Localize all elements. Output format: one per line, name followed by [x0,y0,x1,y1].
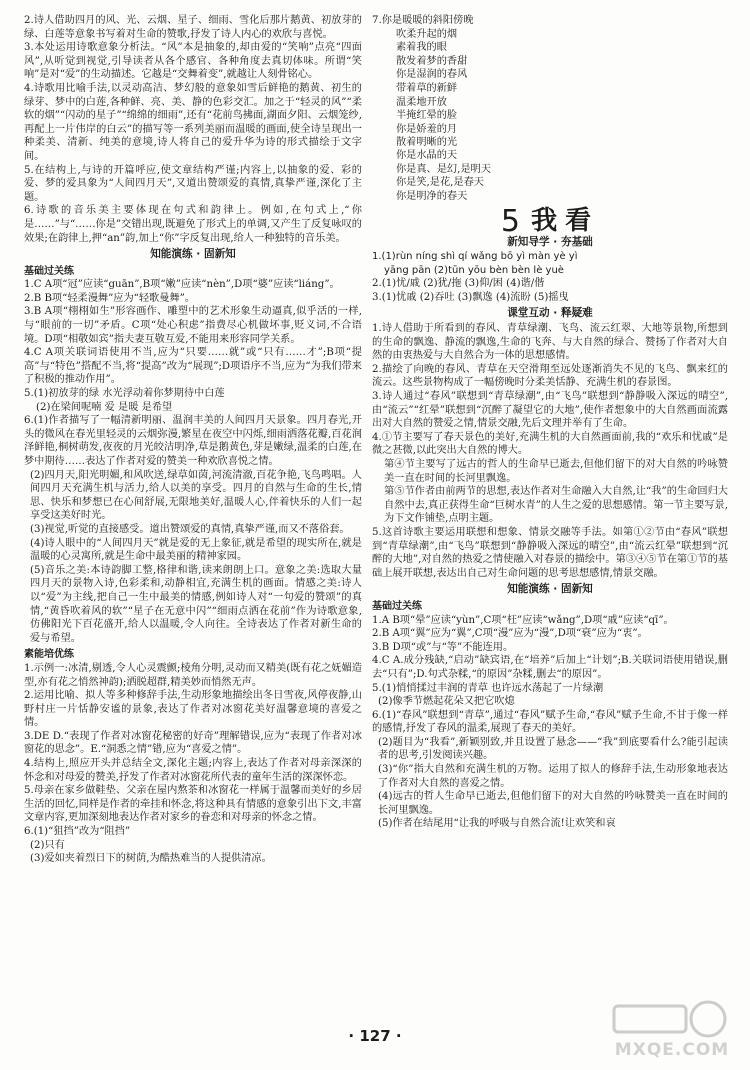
answer-item: (3)爱如夹着烈日下的树荫,为酷热难当的人提供清凉。 [30,853,272,865]
poem-line: 你是明净的春天 [396,190,468,202]
answer-item: 第④节主要写了远古的哲人的生命早已逝去,但他们留下的对大自然的吟咏赞美一直在时间的长河里飘逸。 [384,459,728,484]
answer-item: 1.诗人借助于所看到的春风、青草绿潮、飞鸟、流云红翠、大地等景物,所想到的生命的飘逸、静流的飘逸,生命的飞奔、与大自然的绿合、赞扬了作者对大自然的由衷热爱与大自然合为一体的思想感情。 [372,323,728,362]
answer-item: 3.本处运用诗歌意象分析法。“风”本是抽象的,却由爱的“笑响”点亮“四面风”,从听觉到视觉,引导读者从各个感官、各种角度去真切体味。所谓“笑响”是对“爱”的生动描述。它越是“交舞着变”,就越让人刻骨铭心。 [24,42,362,81]
answer-item: 1.示例一:冰清,剔透,令人心灵震颤;棱角分明,灵动而又精美(既有花之妩媚造型,亦有花之悄然神韵);洒脱超群,精美妙而悄然无声。 [24,662,362,688]
answer-item: 4.诗歌用比喻手法,以灵动高洁、梦幻般的意象如雪后鲜艳的鹅黄、初生的绿芽、梦中的白莲,各种鲜、亮、美、静的色彩交汇。加之于“轻灵的风”“柔软的烟”“闪动的星子”“绵绵的细雨”,还有“花前鸟拂面,湖面夕阳、云烟笼纱,再配上一片伟岸的白云”的描写等一系列美丽而温暖的画面,使全诗呈现出一种柔美、清新、纯美的意境,诗人将自己的爱升华为诗的形式描绘于文字间。 [24,82,362,162]
lesson-name: 我看 [531,206,600,237]
poem-line: 半掩红晕的脸 [396,110,458,122]
answer-item: 5.母亲在家乡做鞋垫、父亲在屋内熬茶和冰窗花一样属于温馨而美好的乡居生活的回忆,同样是作者的牵挂和怀念,将这种具有情感的意象引出下文,丰富文章内容,更加深刻地表达作者对家乡的眷恋和对母亲的怀念之情。 [24,785,362,824]
left-column [24,14,362,1034]
answer-item: 7.你是暖暖的斜阳傍晚 [372,15,474,26]
right-column [372,14,728,1034]
answer-item: 6.(1)“春风”联想到“青草”,通过“春风”赋予生命,“春风”赋予生命,不甘于像一样的感情,抒发了春风的温柔,展现了春天的美好。 [372,709,728,735]
poem-line: 你是真、是幻,是明天 [396,163,491,175]
answer-item: (3)“你”指大自然和充满生机的万物。运用了拟人的修辞手法,生动形象地表达了作者对大自然的喜爱之情。 [378,764,728,789]
poem-line: 散着明晰的光 [396,136,458,148]
answer-item: 2.(1)忧/戚 (2)犹/拖 (3)仰/困 (4)谐/偕 [372,278,545,290]
answer-item: 1.C A项“冠”应读“guān”,B项“嫩”应读“nèn”,D项“婆”应读“liáng”。 [24,279,340,291]
answer-item: 3.诗人通过“春风”联想到“青草绿潮”,由“飞鸟”联想到“静静吸入深远的晴空”,由“流云”“红晕”联想到“沉醉了凝望它的大地”,使作者想象中的大自然画面流露出对大自然的赞爱之情,情景交融,先后文理并举有了生命。 [372,391,728,430]
answer-circle-icon [608,998,736,1040]
answer-item: 4.①节主要写了春天景色的美好,充满生机的大自然画面前,我的“欢乐和忧戚”是微之甚微,以此突出大自然的博大。 [372,431,728,457]
answer-item: 第⑤节作者由前两节的思想,表达作者对生命融入大自然,让“我”的生命回归大自然中去,真正获得生命“巨树水青”的人生之爱的思想感情。第一节主要写景,为下文作铺垫,点明主题。 [384,486,728,525]
answer-item: 2.B A项“翼”应为“翼”,C项“漫”应为“漫”,D项“衰”应为“衷”。 [372,628,648,640]
answer-item: 2.描绘了向晚的春风、青草在天空滑翔至远处逐渐消失不见的飞鸟、飘来红的流云。这些景物构成了一幅傍晚时分柔美恬静、充满生机的春景图。 [372,363,728,389]
answer-item: (4)诗人眼中的“人间四月天”就是爱的无上象征,就是希望的现实所在,就是温暖的心灵寓所,就是生命中最美丽的精神家园。 [30,537,362,563]
section-heading: 知能演练 · 固新知 [150,248,236,261]
poem-line: 素着我的眼 [396,42,447,54]
poem-line: 温柔地开放 [396,96,447,108]
answer-item: (2)只有 [30,839,65,851]
poem-line: 你是水晶的天 [396,150,458,162]
answer-item: 3.B D项“或”与“等”不能连用。 [372,641,514,653]
poem-line: 吹柔升起的烟 [396,28,458,40]
section-heading: 课堂互动 · 释疑难 [507,307,593,320]
answer-item: 4.C A项关联词语使用不当,应为“只要……就”或“只有……才”;B项“提高”与“特色”搭配不当,将“提高”改为“展现”;D项语序不当,应为“为我们带来了积极的推动作用”。 [24,347,362,386]
poem-line: 你是笑,是花,是春天 [396,176,484,188]
section-heading: 新知导学 · 夯基础 [507,235,593,248]
poem-line: 你是湿润的春风 [396,69,468,81]
answer-item: 5.(1)悄悄揉过丰润的青草 也许远水荡起了一片绿潮 [372,682,604,694]
poem-block [372,28,728,204]
answer-item: 1.A B项“晕”应读“yùn”,C项“枉”应读“wǎng”,D项“戚”应读“qī”。 [372,614,674,626]
subsection-heading: 基础过关练 [372,600,422,612]
pinyin-line: yāng pān (2)tūn yōu bèn bèn lè yuè [384,264,564,276]
answer-item: 2.诗人借助四月的风、光、云烟、星子、细雨、雪化后那片鹅黄、初放芽的绿、白莲等意象书写着对生命的赞歌,抒发了诗人内心的欢欣与喜悦。 [24,15,362,40]
answer-item: 5.这首诗歌主要运用联想和想象、情景交融等手法。如第①②节由“春风”联想到“青草绿潮”,由“飞鸟”联想到“静静吸入深远的晴空”,由“流云红晕”联想到“沉醉的大地”,对自然的热爱之情使融入对春景的描绘中。第③④⑤节在第①节的基础上展开联想,表达出自己对生命问题的思考思想感情,情景交融。 [372,526,728,579]
answer-item: 2.运用比喻、拟人等多种修辞手法,生动形象地描绘出冬日雪夜,风停夜静,山野村庄一片恬静安谧的景象,表达了作者对冰窗花美好温馨意境的喜爱之情。 [24,690,362,729]
answer-item: 6.(1)作者描写了一幅清新明丽、温润丰美的人间四月天景象。四月春光,开头的微风在春光里轻灵的云烟弥漫,繁星在夜空中闪烁,细雨洒落花瓣,百花润泽鲜艳,桐树萌发,夜夜的月光皎洁明净,草是鹅黄色,芽是嫩绿,温柔的白莲,在梦中期待……表达了作者对爱的赞美一种欢欣喜悦之情。 [24,415,362,467]
lesson-title [372,204,728,240]
poem-line: 你是娇羞的月 [396,123,458,135]
answer-item: (3)视觉,听觉的直接感受。道出赞颂爱的真情,真挚严谨,而又不落俗套。 [30,523,350,535]
answer-item: 3.B A项“栩栩如生”形容画作、雕塑中的艺术形象生动逼真,似乎活的一样,与“眼前的一切”矛盾。C项“处心积虑”指费尽心机做坏事,贬义词,不合语境。D项“相敬如宾”指夫妻互敬互爱,不能用来形容同学关系。 [24,306,362,345]
answer-item: 5.在结构上,与诗的开篇呼应,使文章结构严谨;内容上,以抽象的爱、彩的爱、梦的爱具象为“人间四月天”,又道出赞颂爱的真情,真挚严谨,深化了主题。 [24,164,362,203]
poem-line: 散发着梦的香甜 [396,55,468,67]
answer-item: (5)音乐之美:本诗韵脚工整,格律和谐,读来朗朗上口。意象之美:选取大量四月天的景物入诗,色彩柔和,动静相宜,充满生机的画面。情感之美:诗人以“爱”为主线,把自己一生中最美的情感,例如诗人对“一句爱的赞颂”的真情,“黄昏吹着风的软”“星子在无意中闪”“细雨点洒在花前”作为诗歌意象,仿佛阳光下百花盛开,给人以温暖,令人向往。全诗表达了作者对新生命的爱与希望。 [30,564,362,644]
answer-item: 4.结构上,照应开头并总结全文,深化主题;内容上,表达了作者对母亲深深的怀念和对母爱的赞美,抒发了作者对冰窗花所代表的童年生活的深深怀恋。 [24,758,362,783]
subsection-heading: 素能培优练 [24,649,74,661]
answer-item: (5)作者在结尾用“让我的呼吸与自然合流!让欢笑和哀 [378,818,616,830]
lesson-number: 5 [500,204,520,240]
answer-item: 6.(1)“狙挡”改为“阻挡” [24,826,131,838]
answer-item: (2)题目为“我看”,新颖别致,并且设置了悬念——“我”到底要看什么?能引起读者的思考,引发阅读兴趣。 [378,736,728,762]
subsection-heading: 基础过关练 [24,265,74,277]
answer-item: 3.(1)忧戚 (2)吞吐 (3)飘逸 (4)流盼 (5)摇曳 [372,291,569,303]
answer-item: (4)远古的哲人生命早已逝去,但他们留下的对大自然的吟咏赞美一直在时间的长河里飘逸。 [378,791,728,816]
answer-item: 6.诗歌的音乐美主要体现在句式和韵律上。例如,在句式上,“你是……”与“……你是”交错出现,既避免了形式上的单调,又产生了反复咏叹的效果;在韵律上,押“an”韵,加上“你”字反复出现,给人一种独特的音乐美。 [24,205,362,244]
answer-item: (2)像季节燃起花朵又把它吹熄 [378,696,515,708]
answer-item: 3.DE D.“表现了作者对冰窗花秘密的好奇”理解错误,应为“表现了作者对冰窗花的思念”。E.“洞悉之情”错,应为“喜爱之情”。 [24,730,362,756]
answer-item: 5.(1)初放芽的绿 水光浮动着你梦期待中白莲 [24,388,225,400]
section-heading: 知能演练 · 固新知 [507,583,593,596]
pinyin-line: 1.(1)rùn níng shì qí wǎng bō yì màn yè yì [372,251,578,263]
watermark-text: MXQE.COM [614,1040,730,1060]
page-number: · 127 · [348,1027,402,1045]
answer-item: 2.B B项“轻柔漫舞”应为“轻歌曼舞”。 [24,292,196,304]
answer-item: (2)在梁间呢喃 爱 是暖 是希望 [36,401,173,413]
answer-item: 4.C A.成分残缺,“启动”缺宾语,在“培养”后加上“计划”;B.关联词语使用错误,删去“只有”;D.句式杂糅,“的原因”杂糅,删去“的原因”。 [372,655,728,680]
answer-item: (2)四月天,阳光明媚,和风吹送,绿草如茵,河流清澈,百花争艳,飞鸟鸣唱。人间四月天充满生机与活力,给人以美的享受。四月的自然与生命的生长,情思、快乐和梦想已在心间舒展,无限地美好,温暖人心,伴着快乐的人们一起享受这美好时光。 [30,469,362,522]
poem-line: 带着草的新鲜 [396,82,458,94]
watermark-logo [608,998,736,1060]
